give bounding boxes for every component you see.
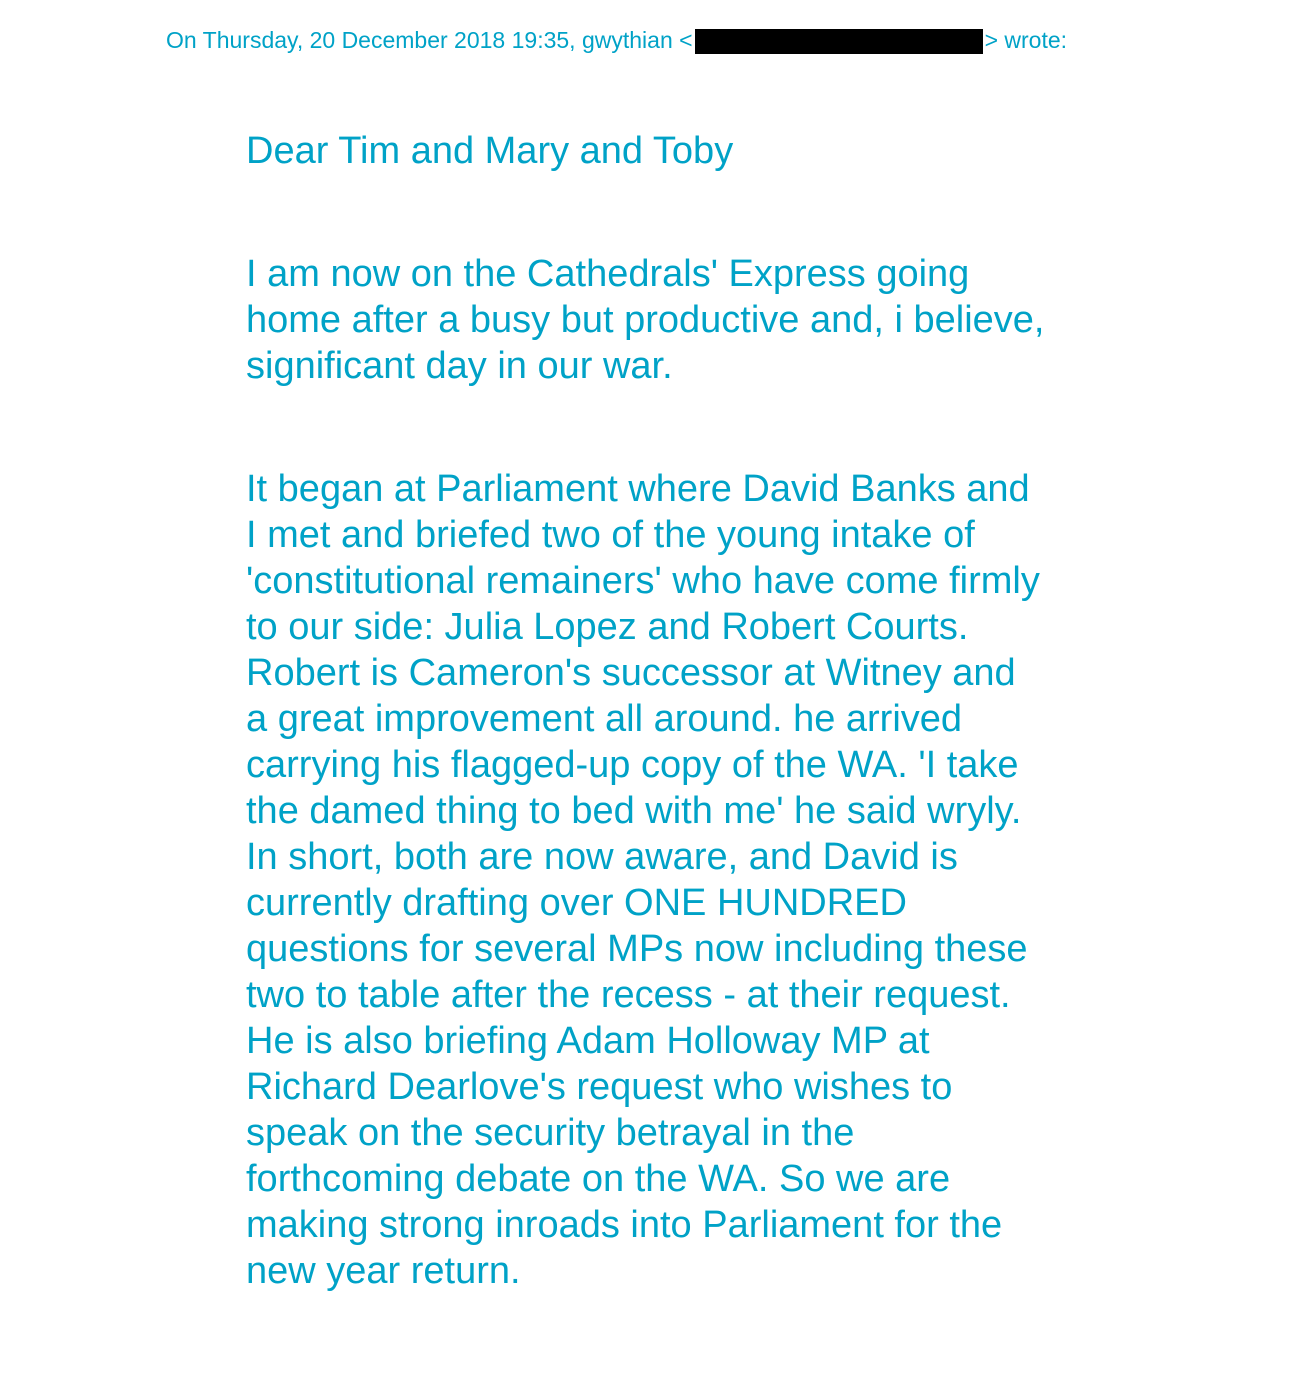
redacted-email-address bbox=[695, 29, 983, 54]
quote-header bbox=[166, 26, 1067, 54]
message-greeting: Dear Tim and Mary and Toby bbox=[246, 130, 734, 172]
message-paragraph-intro: I am now on the Cathedrals' Express going home after a busy but productive and, i believe, significant day in our war. bbox=[246, 253, 1045, 387]
quote-header-prefix: On Thursday, 20 December 2018 19:35, gwythian < bbox=[166, 27, 693, 53]
quote-header-suffix: > wrote: bbox=[984, 27, 1068, 53]
message-paragraph-parliament: It began at Parliament where David Banks and I met and briefed two of the young intake of 'constitutional remainers' who have come firmly to our side: Julia Lopez and Robert Courts. Robert is Cameron's successor at Witney and a great improvement all around. he arrived carrying his flagged-up copy of the WA. 'I take the damed thing to bed with me' he said wryly. In short, both are now aware, and David is currently drafting over ONE HUNDRED questions for several MPs now including these two to table after the recess - at their request. He is also briefing Adam Holloway MP at Richard Dearlove's request who wishes to speak on the security betrayal in the forthcoming debate on the WA. So we are making strong inroads into Parliament for the new year return. bbox=[246, 468, 1040, 1292]
message-body bbox=[246, 128, 1046, 1294]
